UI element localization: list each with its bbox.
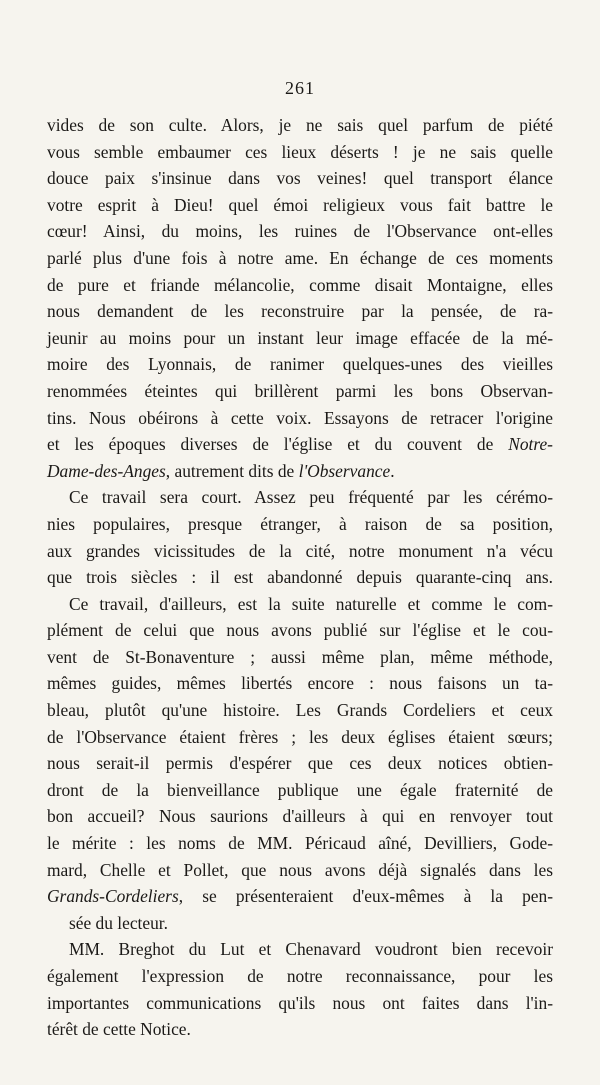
paragraph-4 [47,936,553,1042]
text-line-mixed [47,883,553,910]
text-line: vent de St-Bonaventure ; aussi même plan, même méthode, [47,646,553,667]
text-line: nous demandent de les reconstruire par la pensée, de ra- [47,301,553,322]
text-line: aux grandes vicissitudes de la cité, notre monument n'a vécu [47,540,553,561]
text-line: bleau, plutôt qu'une histoire. Les Grands Cordeliers et ceux [47,700,553,721]
text-line: moire des Lyonnais, de ranimer quelques-unes des vieilles [47,354,553,375]
text-line: bon accueil? Nous saurions d'ailleurs à qui en renvoyer tout [47,806,553,827]
text-line: douce paix s'insinue dans vos veines! quel transport élance [47,168,553,189]
text-line: cœur! Ainsi, du moins, les ruines de l'Observance ont-elles [47,221,553,242]
paragraph-2 [47,484,553,590]
text-line: térêt de cette Notice. [47,1019,191,1040]
text-line: de l'Observance étaient frères ; les deux églises étaient sœurs; [47,726,553,747]
paragraph-1 [47,112,553,484]
text-line: parlé plus d'une fois à notre ame. En échange de ces moments [47,247,553,268]
text-line-mixed [47,458,553,485]
text-line: mard, Chelle et Pollet, que nous avons déjà signalés dans les [47,859,553,880]
italic-title: Notre- [508,434,553,455]
text-line: nous serait-il permis d'espérer que ces deux notices obtien- [47,753,553,774]
text-line: vides de son culte. Alors, je ne sais quel parfum de piété [47,115,553,135]
text-line: MM. Breghot du Lut et Chenavard voudront bien recevoir [69,939,553,960]
paragraph-3 [47,591,553,937]
text-line: renommées éteintes qui brillèrent parmi les bons Observan- [47,380,553,401]
body-text [47,112,553,1043]
text-line: tins. Nous obéirons à cette voix. Essayons de retracer l'origine [47,407,553,428]
text-segment: et les époques diverses de l'église et du couvent de [47,434,494,455]
text-line: Ce travail, d'ailleurs, est la suite naturelle et comme le com- [69,593,553,614]
italic-title: l'Observance [298,460,391,481]
text-line: jeunir au moins pour un instant leur image effacée de la mé- [47,327,553,348]
text-line: de pure et friande mélancolie, comme disait Montaigne, elles [47,274,553,295]
text-line: Ce travail sera court. Assez peu fréquenté par les cérémo- [69,487,553,508]
text-line: le mérite : les noms de MM. Péricaud aîné, Devilliers, Gode- [47,833,553,854]
text-line: également l'expression de notre reconnaissance, pour les [47,966,553,986]
text-line: nies populaires, presque étranger, à raison de sa position, [47,513,553,534]
text-segment: , autrement dits de [165,460,299,481]
text-line: mêmes guides, mêmes libertés encore : nous faisons un ta- [47,673,553,694]
text-line: dront de la bienveillance publique une égale fraternité de [47,779,553,800]
text-line: que trois siècles : il est abandonné depuis quarante-cinq ans. [47,567,553,588]
text-line: importantes communications qu'ils nous ont faites dans l'in- [47,992,553,1013]
italic-title: Dame-des-Anges [47,460,166,481]
text-line: votre esprit à Dieu! quel émoi religieux vous fait battre le [47,194,553,215]
italic-title: Grands-Cordeliers [47,886,179,907]
text-line-mixed [47,431,553,458]
text-line: sée du lecteur. [69,912,168,933]
text-line: plément de celui que nous avons publié sur l'église et le cou- [47,620,553,641]
text-segment: , se présenteraient d'eux-mêmes à la pen- [178,886,553,907]
page-number: 261 [285,78,315,98]
text-line: vous semble embaumer ces lieux déserts ! je ne sais quelle [47,141,553,162]
text-segment: . [390,460,395,481]
